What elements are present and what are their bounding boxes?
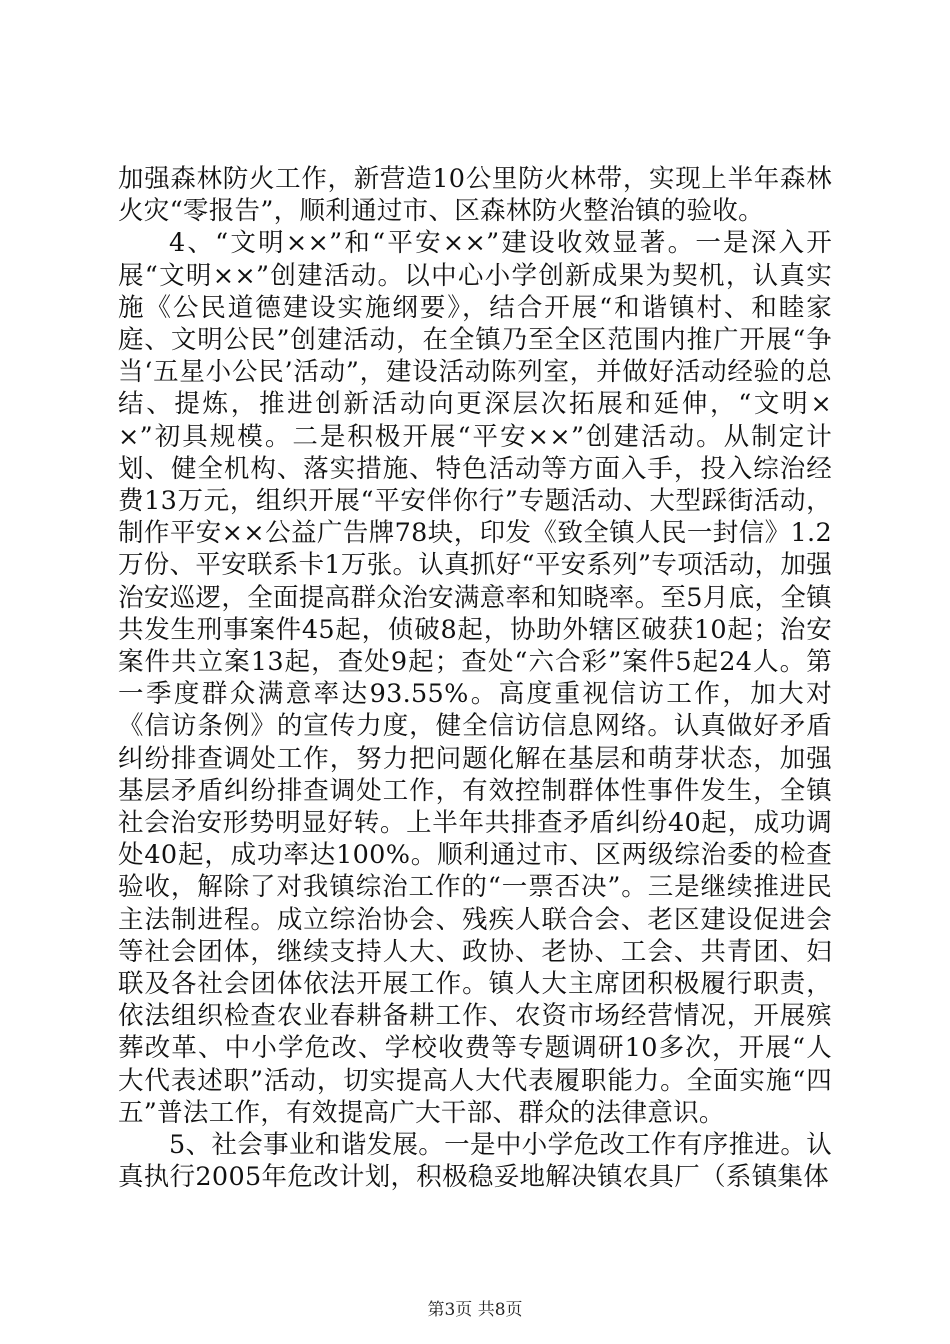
page-number-footer: 第3页 共8页 — [427, 1300, 523, 1320]
paragraph-civilization-safety: 4、“文明××”和“平安××”建设收效显著。一是深入开展“文明××”创建活动。以中心小学创新成果为契机，认真实施《公民道德建设实施纲要》，结合开展“和谐镇村、和睦家庭、文明公民”创建活动，在全镇乃至全区范围内推广开展“争当‘五星小公民’活动”，建设活动陈列室，并做好活动经验的总结、提炼，推进创新活动向更深层次拓展和延伸，“文明××”初具规模。二是积极开展“平安××”创建活动。从制定计划、健全机构、落实措施、特色活动等方面入手，投入综治经费13万元，组织开展“平安伴你行”专题活动、大型踩街活动，制作平安××公益广告牌78块，印发《致全镇人民一封信》1.2万份、平安联系卡1万张。认真抓好“平安系列”专项活动，加强治安巡逻，全面提高群众治安满意率和知晓率。至5月底，全镇共发生刑事案件45起，侦破8起，协助外辖区破获10起；治安案件共立案13起，查处9起；查处“六合彩”案件5起24人。第一季度群众满意率达93.55%。高度重视信访工作，加大对《信访条例》的宣传力度，健全信访信息网络。认真做好矛盾纠纷排查调处工作，努力把问题化解在基层和萌芽状态，加强基层矛盾纠纷排查调处工作，有效控制群体性事件发生，全镇社会治安形势明显好转。上半年共排查矛盾纠纷40起，成功调处40起，成功率达100%。顺利通过市、区两级综治委的检查验收，解除了对我镇综治工作的“一票否决”。三是继续推进民主法制进程。成立综治协会、残疾人联合会、老区建设促进会等社会团体，继续支持人大、政协、老协、工会、共青团、妇联及各社会团体依法开展工作。镇人大主席团积极履行职责，依法组织检查农业春耕备耕工作、农资市场经营情况，开展殡葬改革、中小学危改、学校收费等专题调研10多次，开展“人大代表述职”活动，切实提高人大代表履职能力。全面实施“四五”普法工作，有效提高广大干部、群众的法律意识。 — [118, 228, 832, 1128]
paragraph-forest-fire: 加强森林防火工作，新营造10公里防火林带，实现上半年森林火灾“零报告”，顺利通过市、区森林防火整治镇的验收。 — [118, 164, 832, 227]
document-body — [118, 163, 832, 1194]
paragraph-social-affairs: 5、社会事业和谐发展。一是中小学危改工作有序推进。认真执行2005年危改计划，积极稳妥地解决镇农具厂（系镇集体 — [118, 1130, 832, 1193]
